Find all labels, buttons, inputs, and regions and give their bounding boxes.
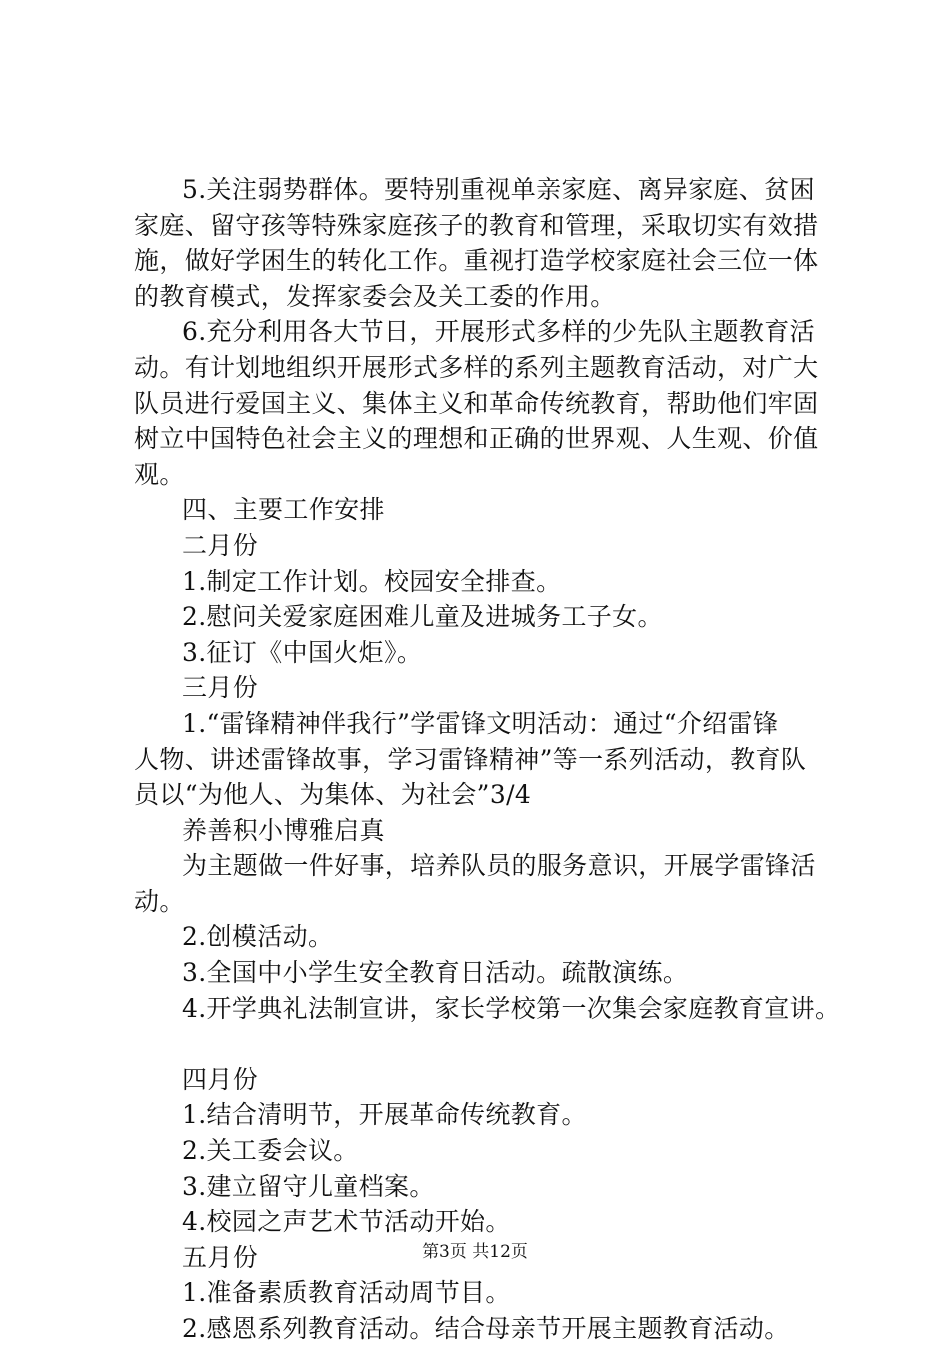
paragraph-line: 观。 [134, 459, 185, 489]
paragraph-line: 为主题做一件好事，培养队员的服务意识，开展学雷锋活 [182, 851, 816, 881]
list-item: 2.感恩系列教育活动。结合母亲节开展主题教育活动。 [182, 1314, 790, 1343]
paragraph-line: 人物、讲述雷锋故事，学习雷锋精神”等一系列活动，教育队 [134, 744, 807, 774]
blank-line [134, 1026, 834, 1062]
month-heading: 三月份 [182, 673, 259, 703]
list-item: 1.“雷锋精神伴我行”学雷锋文明活动：通过“介绍雷锋 [182, 708, 779, 738]
paragraph-line: 养善积小博雅启真 [182, 815, 385, 845]
list-item: 1.制定工作计划。校园安全排查。 [182, 566, 562, 596]
list-item: 3.全国中小学生安全教育日活动。疏散演练。 [182, 958, 689, 988]
paragraph-line: 家庭、留守孩等特殊家庭孩子的教育和管理，采取切实有效措 [134, 210, 819, 240]
page-number-footer: 第3页 共12页 [422, 1242, 528, 1262]
list-item: 3.征订《中国火炬》。 [182, 637, 423, 667]
section-heading: 四、主要工作安排 [182, 495, 385, 525]
list-item: 2.创模活动。 [182, 922, 334, 952]
paragraph-line: 队员进行爱国主义、集体主义和革命传统教育，帮助他们牢固 [134, 388, 819, 418]
month-heading: 二月份 [182, 530, 259, 560]
paragraph-line: 5.关注弱势群体。要特别重视单亲家庭、离异家庭、贫困 [182, 175, 815, 204]
paragraph-line: 动。 [134, 886, 185, 916]
paragraph-line: 的教育模式，发挥家委会及关工委的作用。 [134, 281, 616, 311]
list-item: 1.结合清明节，开展革命传统教育。 [182, 1100, 587, 1130]
paragraph-line: 员以“为他人、为集体、为社会”3/4 [134, 780, 532, 810]
month-heading: 五月份 [182, 1242, 259, 1272]
list-item: 4.开学典礼法制宣讲，家长学校第一次集会家庭教育宣讲。 [182, 993, 841, 1023]
paragraph-line: 树立中国特色社会主义的理想和正确的世界观、人生观、价值 [134, 424, 819, 454]
paragraph-line: 动。有计划地组织开展形式多样的系列主题教育活动，对广大 [134, 352, 819, 382]
list-item: 3.建立留守儿童档案。 [182, 1171, 435, 1201]
document-body [134, 172, 841, 1347]
list-item: 1.准备素质教育活动周节目。 [182, 1278, 511, 1308]
list-item: 4.校园之声艺术节活动开始。 [182, 1207, 511, 1237]
month-heading: 四月份 [182, 1064, 259, 1094]
list-item: 2.慰问关爱家庭困难儿童及进城务工子女。 [182, 602, 663, 632]
paragraph-line: 施，做好学困生的转化工作。重视打造学校家庭社会三位一体 [134, 246, 819, 276]
paragraph-line: 6.充分利用各大节日，开展形式多样的少先队主题教育活 [182, 317, 815, 347]
list-item: 2.关工委会议。 [182, 1136, 359, 1166]
